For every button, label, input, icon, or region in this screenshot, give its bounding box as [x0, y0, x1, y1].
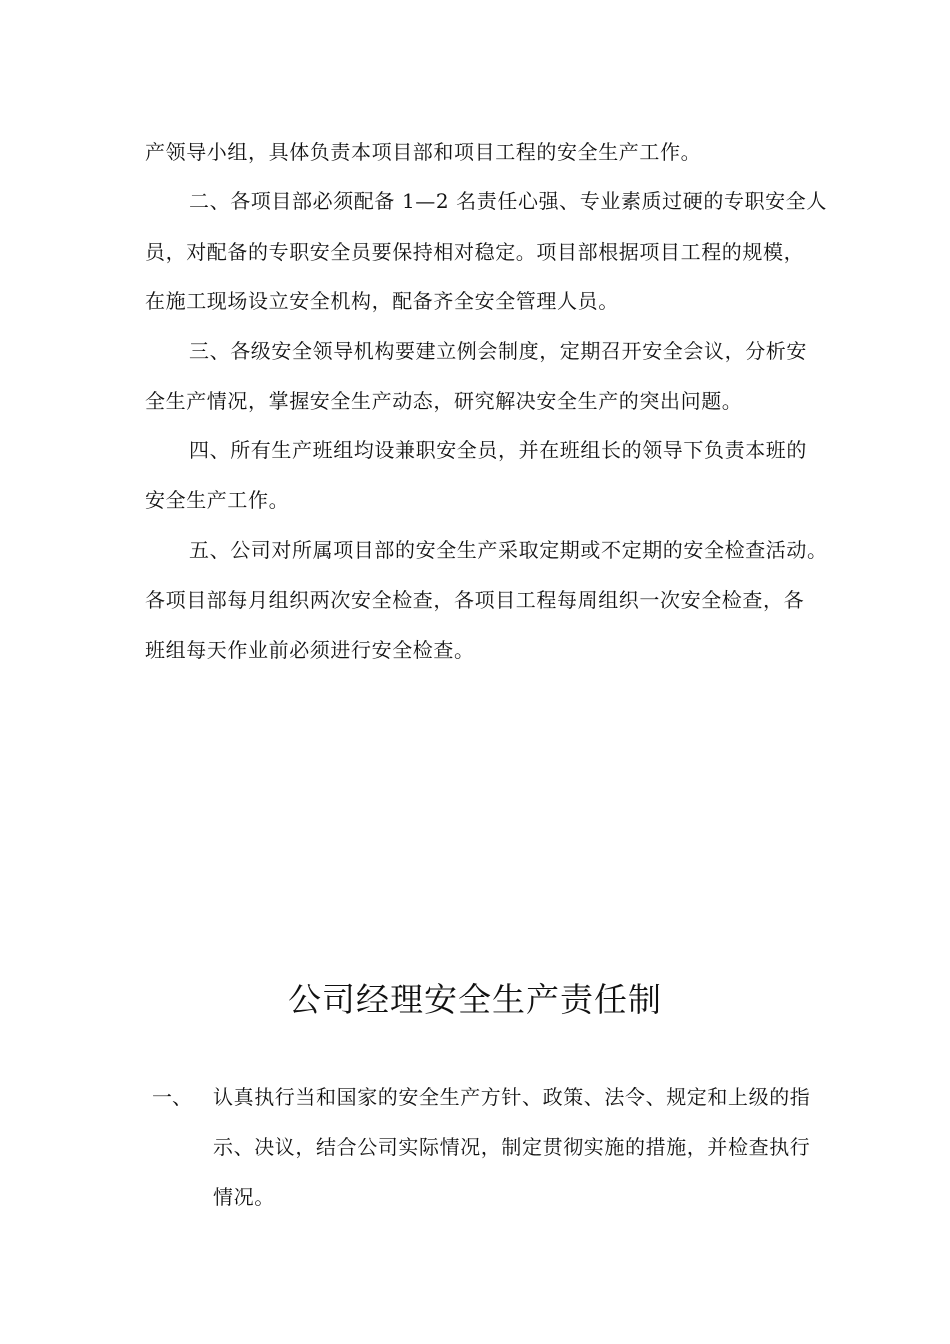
item-number: 一、: [152, 1085, 192, 1109]
paragraph-line: 班组每天作业前必须进行安全检查。: [145, 638, 475, 662]
item-line: 情况。: [213, 1185, 275, 1209]
paragraph-line: 各项目部每月组织两次安全检查，各项目工程每周组织一次安全检查，各: [145, 588, 805, 612]
item-line: 认真执行当和国家的安全生产方针、政策、法令、规定和上级的指: [213, 1085, 811, 1109]
item-line: 示、决议，结合公司实际情况，制定贯彻实施的措施，并检查执行: [213, 1135, 811, 1159]
paragraph-line: 五、公司对所属项目部的安全生产采取定期或不定期的安全检查活动。: [189, 538, 828, 562]
paragraph-line: 三、各级安全领导机构要建立例会制度，定期召开安全会议，分析安: [189, 339, 807, 363]
paragraph-line: 产领导小组，具体负责本项目部和项目工程的安全生产工作。: [145, 140, 702, 164]
paragraph-line: 四、所有生产班组均设兼职安全员，并在班组长的领导下负责本班的: [189, 438, 807, 462]
section-title: 公司经理安全生产责任制: [288, 980, 662, 1019]
paragraph-line: 全生产情况，掌握安全生产动态，研究解决安全生产的突出问题。: [145, 389, 743, 413]
paragraph-line: 在施工现场设立安全机构，配备齐全安全管理人员。: [145, 289, 619, 313]
paragraph-line: 安全生产工作。: [145, 488, 290, 512]
paragraph-line: 二、各项目部必须配备 1—2 名责任心强、专业素质过硬的专职安全人: [189, 189, 827, 213]
paragraph-line: 员，对配备的专职安全员要保持相对稳定。项目部根据项目工程的规模，: [145, 240, 805, 264]
